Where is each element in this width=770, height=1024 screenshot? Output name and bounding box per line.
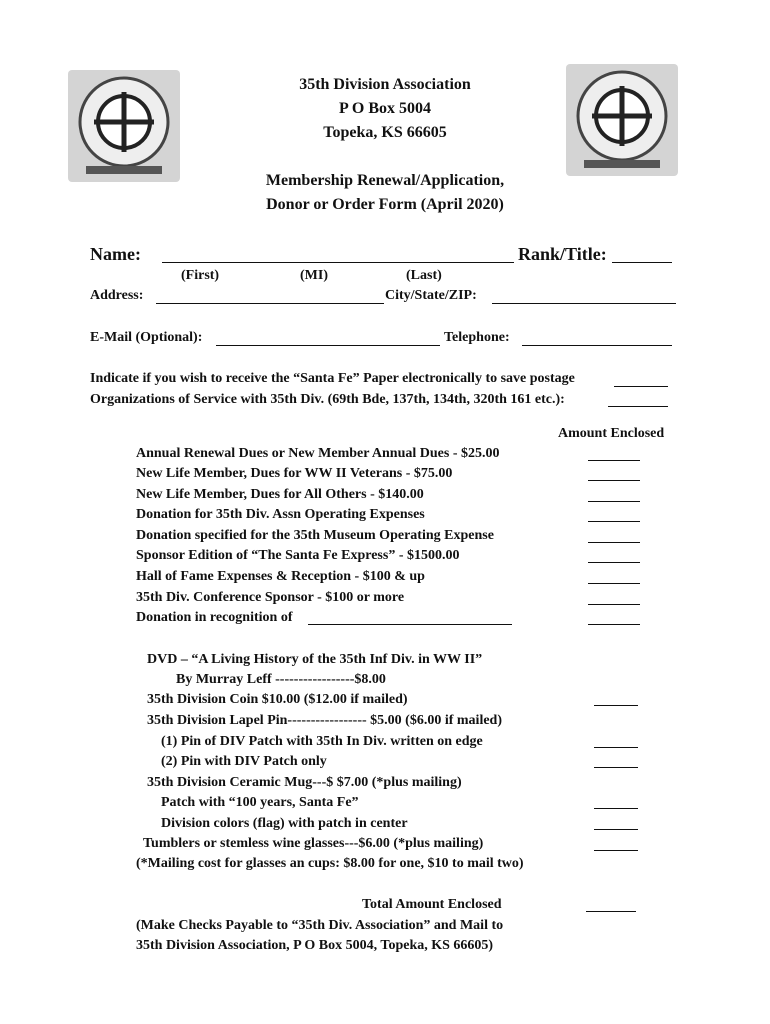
dues-item: 35th Div. Conference Sponsor - $100 or more	[136, 590, 405, 605]
name-field[interactable]	[162, 262, 514, 263]
coin-amount-field[interactable]	[594, 705, 638, 706]
recognition-field[interactable]	[308, 624, 512, 625]
dues-amount-field[interactable]	[588, 501, 640, 502]
rank-label: Rank/Title:	[518, 244, 607, 264]
dues-item: Sponsor Edition of “The Santa Fe Express” - $1500.00	[136, 548, 460, 563]
city-field[interactable]	[492, 303, 676, 304]
pin-1-amount-field[interactable]	[594, 747, 638, 748]
dues-item: Hall of Fame Expenses & Reception - $100 & up	[136, 569, 425, 584]
dues-item: New Life Member, Dues for All Others - $140.00	[136, 487, 424, 502]
mailing-note: (*Mailing cost for glasses an cups: $8.00 for one, $10 to mail two)	[136, 856, 524, 871]
phone-label: Telephone:	[444, 330, 510, 345]
po-box: P O Box 5004	[338, 100, 431, 117]
email-field[interactable]	[216, 345, 440, 346]
amount-enclosed-label: Amount Enclosed	[558, 426, 665, 441]
mi-label: (MI)	[300, 268, 328, 283]
dues-item: Donation specified for the 35th Museum Operating Expense	[136, 528, 494, 543]
rank-field[interactable]	[612, 262, 672, 263]
checks-line-1: (Make Checks Payable to “35th Div. Association” and Mail to	[136, 918, 504, 933]
pin-option-1: (1) Pin of DIV Patch with 35th In Div. written on edge	[161, 734, 483, 749]
orgs-line: Organizations of Service with 35th Div. (69th Bde, 137th, 134th, 320th 161 etc.):	[90, 392, 565, 407]
pin-line: 35th Division Lapel Pin----------------- $5.00 ($6.00 if mailed)	[147, 713, 502, 728]
name-label: Name:	[90, 244, 141, 264]
mug-option-1: Patch with “100 years, Santa Fe”	[161, 795, 359, 810]
pin-option-2: (2) Pin with DIV Patch only	[161, 754, 327, 769]
dues-item: Donation for 35th Div. Assn Operating Expenses	[136, 507, 425, 522]
santa-fe-field[interactable]	[614, 386, 668, 387]
dues-amount-field[interactable]	[588, 480, 640, 481]
mug-2-amount-field[interactable]	[594, 829, 638, 830]
dues-amount-field[interactable]	[588, 604, 640, 605]
mug-1-amount-field[interactable]	[594, 808, 638, 809]
email-label: E-Mail (Optional):	[90, 330, 203, 345]
dvd-line-2: By Murray Leff -----------------$8.00	[176, 672, 386, 687]
first-label: (First)	[181, 268, 220, 283]
dues-item: New Life Member, Dues for WW II Veterans - $75.00	[136, 466, 453, 481]
tumblers-amount-field[interactable]	[594, 850, 638, 851]
dues-amount-field[interactable]	[588, 562, 640, 563]
dues-amount-field[interactable]	[588, 624, 640, 625]
dues-amount-field[interactable]	[588, 583, 640, 584]
dues-item: Annual Renewal Dues or New Member Annual Dues - $25.00	[136, 446, 500, 461]
phone-field[interactable]	[522, 345, 672, 346]
orgs-field[interactable]	[608, 406, 668, 407]
form-title-2: Donor or Order Form (April 2020)	[266, 196, 504, 213]
address-label: Address:	[90, 288, 144, 303]
santa-fe-line: Indicate if you wish to receive the “Santa Fe” Paper electronically to save postage	[90, 371, 575, 386]
form-title-1: Membership Renewal/Application,	[265, 172, 505, 189]
pin-2-amount-field[interactable]	[594, 767, 638, 768]
city-label: City/State/ZIP:	[385, 288, 477, 303]
dvd-line-1: DVD – “A Living History of the 35th Inf Div. in WW II”	[147, 652, 483, 667]
dues-amount-field[interactable]	[588, 460, 640, 461]
total-amount-field[interactable]	[586, 911, 636, 912]
total-label: Total Amount Enclosed	[362, 897, 502, 912]
coin-line: 35th Division Coin $10.00 ($12.00 if mailed)	[147, 692, 408, 707]
tumblers-line: Tumblers or stemless wine glasses---$6.00 (*plus mailing)	[143, 836, 484, 851]
dues-amount-field[interactable]	[588, 521, 640, 522]
org-name: 35th Division Association	[299, 76, 471, 93]
address-field[interactable]	[156, 303, 384, 304]
mug-option-2: Division colors (flag) with patch in center	[161, 816, 408, 831]
checks-line-2: 35th Division Association, P O Box 5004, Topeka, KS 66605)	[136, 938, 494, 953]
dues-item: Donation in recognition of	[136, 610, 293, 625]
mug-line: 35th Division Ceramic Mug---$ $7.00 (*plus mailing)	[147, 775, 462, 790]
last-label: (Last)	[406, 268, 442, 283]
dues-amount-field[interactable]	[588, 542, 640, 543]
city-line: Topeka, KS 66605	[323, 124, 447, 141]
